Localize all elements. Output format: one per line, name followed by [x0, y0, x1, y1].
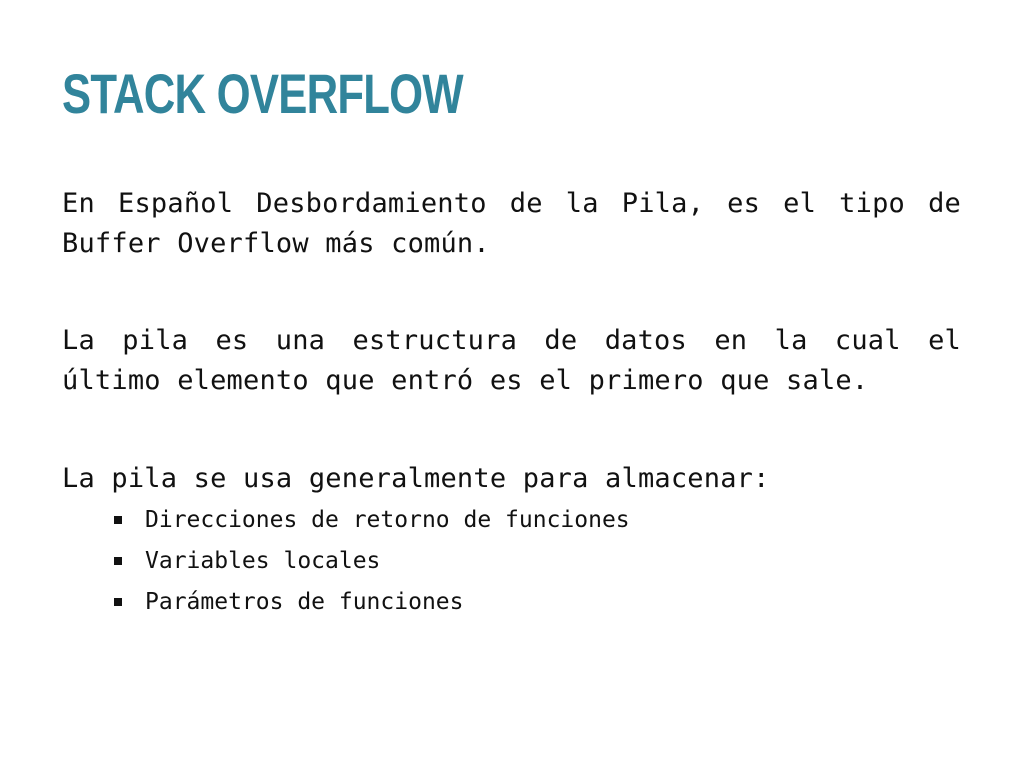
square-bullet-icon	[114, 516, 122, 524]
paragraph-stack-usage: La pila se usa generalmente para almacenar:	[62, 463, 770, 494]
bullet-text: Variables locales	[145, 547, 381, 574]
bullet-text: Direcciones de retorno de funciones	[145, 506, 630, 533]
slide-title: STACK OVERFLOW	[62, 62, 463, 125]
slide-body	[62, 184, 961, 622]
list-item	[114, 540, 961, 581]
square-bullet-icon	[114, 557, 122, 565]
paragraph-stack-description: La pila es una estructura de datos en la cual el último elemento que entró es el primero que sale.	[62, 325, 961, 396]
bullet-list	[62, 499, 961, 622]
paragraph-definition: En Español Desbordamiento de la Pila, es el tipo de Buffer Overflow más común.	[62, 188, 961, 259]
square-bullet-icon	[114, 598, 122, 606]
bullet-text: Parámetros de funciones	[145, 588, 464, 615]
list-item	[114, 581, 961, 622]
list-item	[114, 499, 961, 540]
